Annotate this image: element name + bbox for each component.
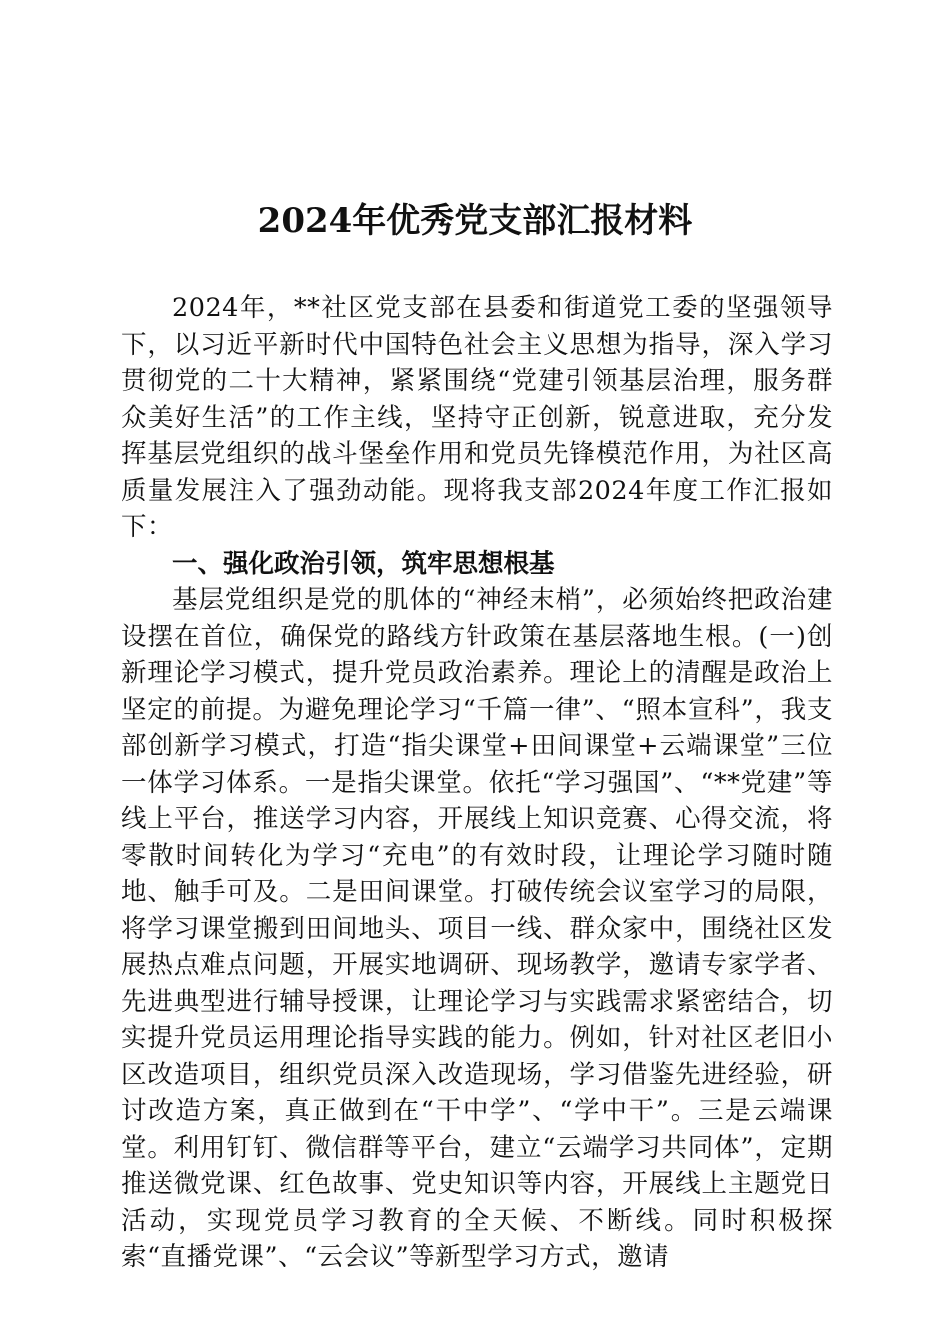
document-body — [121, 290, 833, 1276]
document-title: 2024年优秀党支部汇报材料 — [257, 201, 693, 241]
section-heading: 一、强化政治引领，筑牢思想根基 — [172, 548, 555, 579]
intro-paragraph: 2024年，**社区党支部在县委和街道党工委的坚强领导下，以习近平新时代中国特色社会主义思想为指导，深入学习贯彻党的二十大精神，紧紧围绕“党建引领基层治理，服务群众美好生活”的工作主线，坚持守正创新，锐意进取，充分发挥基层党组织的战斗堡垒作用和党员先锋模范作用，为社区高质量发展注入了强劲动能。现将我支部2024年度工作汇报如下： — [121, 293, 833, 542]
section-paragraph: 基层党组织是党的肌体的“神经末梢”，必须始终把政治建设摆在首位，确保党的路线方针政策在基层落地生根。(一)创新理论学习模式，提升党员政治素养。理论上的清醒是政治上坚定的前提。为避免理论学习“千篇一律”、“照本宣科”，我支部创新学习模式，打造“指尖课堂+田间课堂+云端课堂”三位一体学习体系。一是指尖课堂。依托“学习强国”、“**党建”等线上平台，推送学习内容，开展线上知识竞赛、心得交流，将零散时间转化为学习“充电”的有效时段，让理论学习随时随地、触手可及。二是田间课堂。打破传统会议室学习的局限，将学习课堂搬到田间地头、项目一线、群众家中，围绕社区发展热点难点问题，开展实地调研、现场教学，邀请专家学者、先进典型进行辅导授课，让理论学习与实践需求紧密结合，切实提升党员运用理论指导实践的能力。例如，针对社区老旧小区改造项目，组织党员深入改造现场，学习借鉴先进经验，研讨改造方案，真正做到在“干中学”、“学中干”。三是云端课堂。利用钉钉、微信群等平台，建立“云端学习共同体”，定期推送微党课、红色故事、党史知识等内容，开展线上主题党日活动，实现党员学习教育的全天候、不断线。同时积极探索“直播党课”、“云会议”等新型学习方式，邀请 — [121, 585, 833, 1272]
